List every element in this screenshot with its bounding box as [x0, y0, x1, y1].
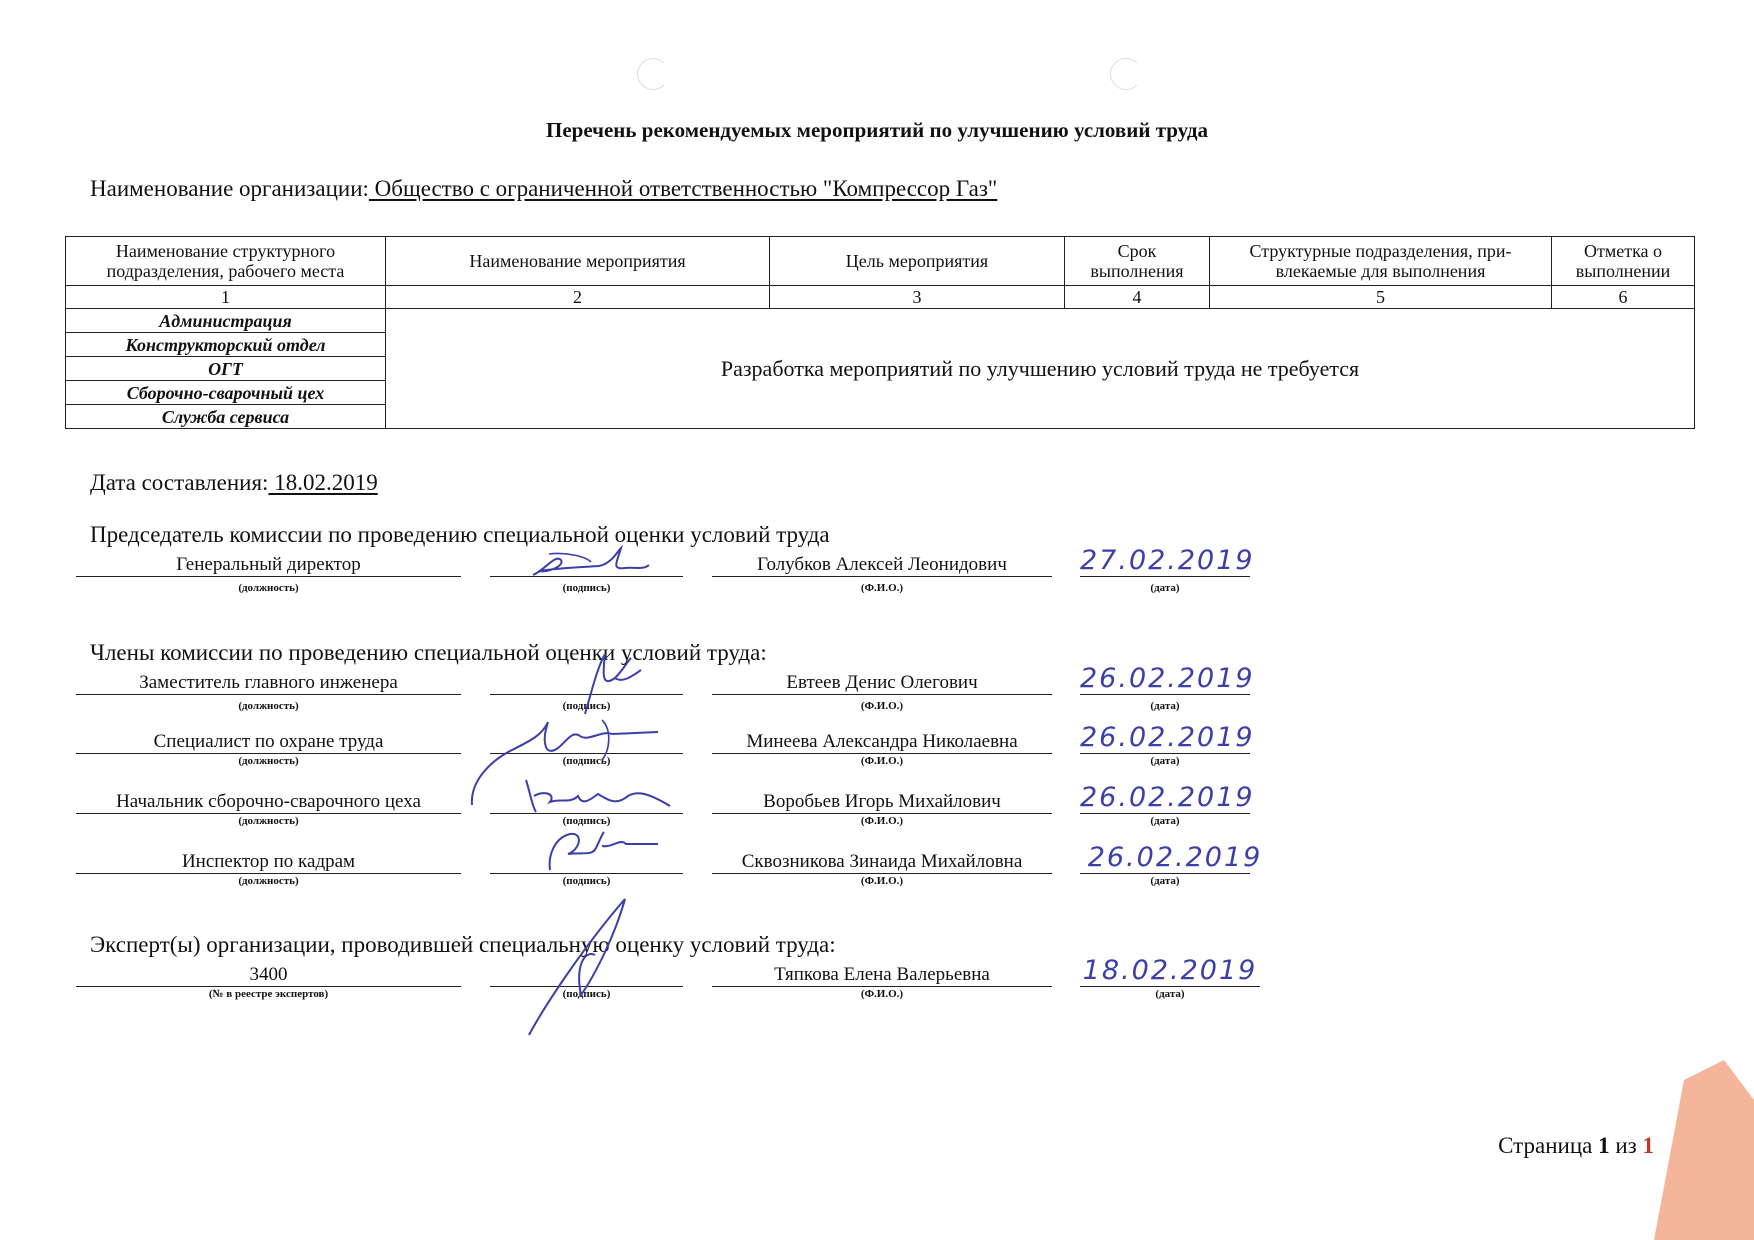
- department-cell: Служба сервиса: [66, 405, 386, 429]
- name-caption: (Ф.И.О.): [860, 875, 904, 887]
- name-line: [712, 986, 1052, 987]
- member-name: Минеева Александра Николаевна: [746, 731, 1018, 752]
- registry-caption: (№ в реестре экспертов): [208, 988, 329, 1000]
- compiled-date-line: [90, 470, 378, 496]
- header-cell: Наименование структурного подразделения, рабочего места: [66, 237, 386, 286]
- member-name: Евтеев Денис Олегович: [786, 672, 978, 693]
- header-cell: Наименование мероприятия: [386, 237, 770, 286]
- date-caption: (дата): [1150, 700, 1180, 712]
- expert-signature: [525, 895, 655, 1040]
- name-caption: (Ф.И.О.): [860, 700, 904, 712]
- members-heading: Члены комиссии по проведению специальной оценки условий труда:: [90, 640, 767, 665]
- member-signature-3: [520, 770, 680, 820]
- signature-caption: (подпись): [562, 875, 611, 887]
- chairman-date: 27.02.2019: [1080, 545, 1255, 576]
- name-line: [712, 576, 1052, 577]
- position-line: [76, 694, 461, 695]
- date-line: [1080, 873, 1250, 874]
- date-caption: (дата): [1150, 815, 1180, 827]
- chairman-heading: Председатель комиссии по проведению специальной оценки условий труда: [90, 522, 830, 547]
- merged-measure-cell: Разработка мероприятий по улучшению условий труда не требуется: [386, 309, 1695, 429]
- expert-date: 18.02.2019: [1082, 955, 1258, 986]
- member-position: Специалист по охране труда: [153, 731, 384, 752]
- organization-value: Общество с ограниченной ответственностью "Компрессор Газ": [368, 176, 998, 201]
- signature-caption: (подпись): [562, 988, 611, 1000]
- member-date: 26.02.2019: [1080, 782, 1255, 813]
- column-number: 5: [1210, 286, 1552, 309]
- column-number: 6: [1552, 286, 1695, 309]
- member-date: 26.02.2019: [1087, 842, 1263, 873]
- member-name: Сквозникова Зинаида Михайловна: [741, 851, 1023, 872]
- page-label: Страница: [1498, 1133, 1593, 1158]
- department-cell: Сборочно-сварочный цех: [66, 381, 386, 405]
- table-number-row: [66, 286, 1695, 309]
- member-signature-4: [540, 826, 660, 876]
- page-current: 1: [1598, 1133, 1610, 1158]
- signature-caption: (подпись): [562, 815, 611, 827]
- punch-hole-right: [1110, 58, 1142, 90]
- position-caption: (должность): [238, 700, 299, 712]
- chairman-signature: [525, 540, 655, 585]
- page-number: [1498, 1133, 1654, 1159]
- position-caption: (должность): [238, 582, 299, 594]
- column-number: 3: [770, 286, 1065, 309]
- header-cell: Цель мероприятия: [770, 237, 1065, 286]
- table-row: [66, 309, 1695, 333]
- date-caption: (дата): [1150, 875, 1180, 887]
- chairman-position: Генеральный директор: [176, 554, 361, 575]
- date-caption: (дата): [1150, 755, 1180, 767]
- position-line: [76, 813, 461, 814]
- name-caption: (Ф.И.О.): [860, 755, 904, 767]
- date-line: [1080, 694, 1250, 695]
- compiled-date-label: Дата составления:: [90, 470, 269, 495]
- page-of: из: [1615, 1133, 1637, 1158]
- position-line: [76, 753, 461, 754]
- name-caption: (Ф.И.О.): [860, 582, 904, 594]
- expert-name: Тяпкова Елена Валерьевна: [774, 964, 990, 985]
- table-header-row: [66, 237, 1695, 286]
- expert-heading: Эксперт(ы) организации, проводившей специальную оценку условий труда:: [90, 932, 836, 957]
- department-cell: Конструкторский отдел: [66, 333, 386, 357]
- column-number: 2: [386, 286, 770, 309]
- position-line: [76, 576, 461, 577]
- member-date: 26.02.2019: [1080, 722, 1255, 753]
- header-cell: Срок выполнения: [1065, 237, 1210, 286]
- name-line: [712, 694, 1052, 695]
- name-line: [712, 813, 1052, 814]
- date-line: [1080, 813, 1250, 814]
- header-cell: Структурные подразделения, при-влекаемые для выполнения: [1210, 237, 1552, 286]
- name-line: [712, 753, 1052, 754]
- position-caption: (должность): [238, 755, 299, 767]
- organization-label: Наименование организации:: [90, 176, 369, 201]
- date-line: [1080, 753, 1250, 754]
- organization-line: [90, 176, 997, 202]
- page-total: 1: [1642, 1133, 1654, 1158]
- measures-table: [65, 236, 1695, 429]
- signature-caption: (подпись): [562, 700, 611, 712]
- registry-line: [76, 986, 461, 987]
- member-name: Воробьев Игорь Михайлович: [763, 791, 1001, 812]
- compiled-date-value: 18.02.2019: [268, 470, 378, 495]
- member-position: Начальник сборочно-сварочного цеха: [116, 791, 421, 812]
- member-position: Заместитель главного инженера: [139, 672, 398, 693]
- document-title: Перечень рекомендуемых мероприятий по улучшению условий труда: [546, 118, 1208, 142]
- position-caption: (должность): [238, 815, 299, 827]
- member-position: Инспектор по кадрам: [181, 851, 356, 872]
- signature-caption: (подпись): [562, 755, 611, 767]
- date-caption: (дата): [1155, 988, 1185, 1000]
- member-date: 26.02.2019: [1080, 663, 1255, 694]
- department-cell: ОГТ: [66, 357, 386, 381]
- signature-caption: (подпись): [562, 582, 611, 594]
- page-tab-marker: [1654, 1060, 1754, 1240]
- date-line: [1080, 576, 1250, 577]
- punch-hole-left: [637, 58, 669, 90]
- expert-registry-number: 3400: [249, 964, 288, 985]
- column-number: 4: [1065, 286, 1210, 309]
- name-caption: (Ф.И.О.): [860, 815, 904, 827]
- date-line: [1080, 986, 1260, 987]
- date-caption: (дата): [1150, 582, 1180, 594]
- chairman-name: Голубков Алексей Леонидович: [757, 554, 1007, 575]
- name-line: [712, 873, 1052, 874]
- header-cell: Отметка о выполнении: [1552, 237, 1695, 286]
- position-caption: (должность): [238, 875, 299, 887]
- department-cell: Администрация: [66, 309, 386, 333]
- position-line: [76, 873, 461, 874]
- column-number: 1: [66, 286, 386, 309]
- name-caption: (Ф.И.О.): [860, 988, 904, 1000]
